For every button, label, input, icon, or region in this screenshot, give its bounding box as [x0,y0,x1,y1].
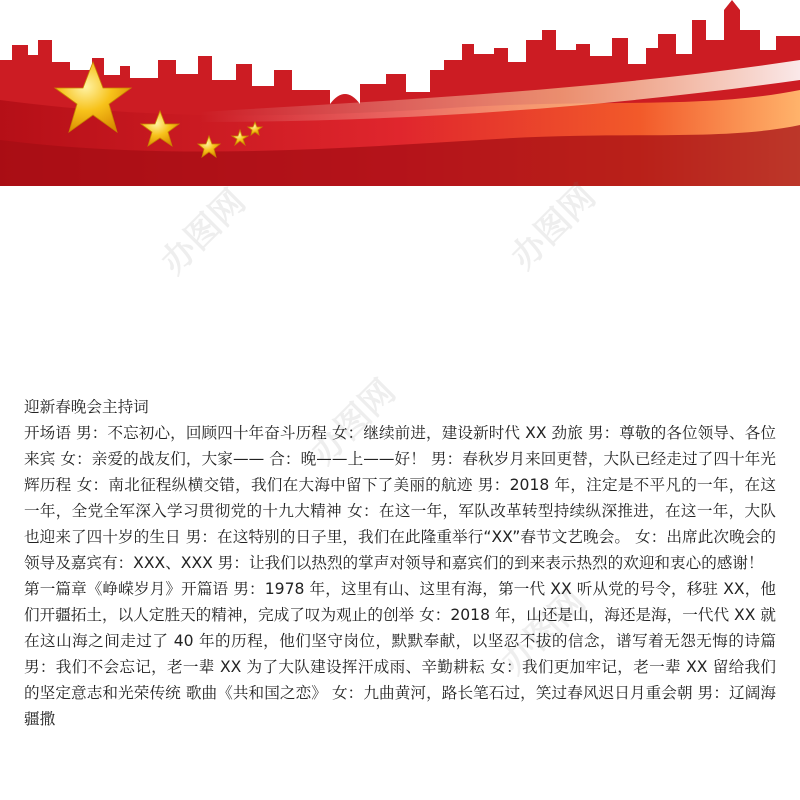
watermark-text: 办图网 [493,581,594,683]
document-title: 迎新春晚会主持词 [24,398,149,416]
document-body [24,394,776,732]
header-banner [0,0,800,186]
watermark-text: 办图网 [153,181,254,283]
paragraph-opening: 开场语 男：不忘初心，回顾四十年奋斗历程 女：继续前进，建设新时代 XX 劲旅 男：尊敬的各位领导、各位来宾 女：亲爱的战友们，大家—— 合：晚——上——好！ 男：春秋岁月来回更替，大队已经走过了四十年光辉历程 女：南北征程纵横交错，我们在大海中留下了美丽的航迹 男：2018 年，注定是不平凡的一年，在这一年，全党全军深入学习贯彻党的十九大精神 女：在这一年，军队改革转型持续纵深推进，在这一年，大队也迎来了四十岁的生日 男：在这特别的日子里，我们在此隆重举行“XX”春节文艺晚会。 女：出席此次晚会的领导及嘉宾有：XXX、XXX 男：让我们以热烈的掌声对领导和嘉宾们的到来表示热烈的欢迎和衷心的感谢！ [24,424,776,572]
watermark-text: 办图网 [503,176,604,278]
paragraph-chapter-one: 第一篇章《峥嵘岁月》开篇语 男：1978 年，这里有山、这里有海，第一代 XX 听从党的号令，移驻 XX，他们开疆拓土，以人定胜天的精神，完成了叹为观止的创举 女：2018 年，山还是山，海还是海，一代代 XX 就在这山海之间走过了 40 年的历程，他们坚守岗位，默默奉献，以坚忍不拔的信念，谱写着无怨无悔的诗篇 男：我们不会忘记，老一辈 XX 为了大队建设挥汗成雨、辛勤耕耘 女：我们更加牢记，老一辈 XX 留给我们的坚定意志和光荣传统 歌曲《共和国之恋》 女：九曲黄河，路长笔石过，笑过春风迟日月重会朝 男：辽阔海疆撒 [24,580,776,728]
watermark-text: 办图网 [303,371,404,473]
